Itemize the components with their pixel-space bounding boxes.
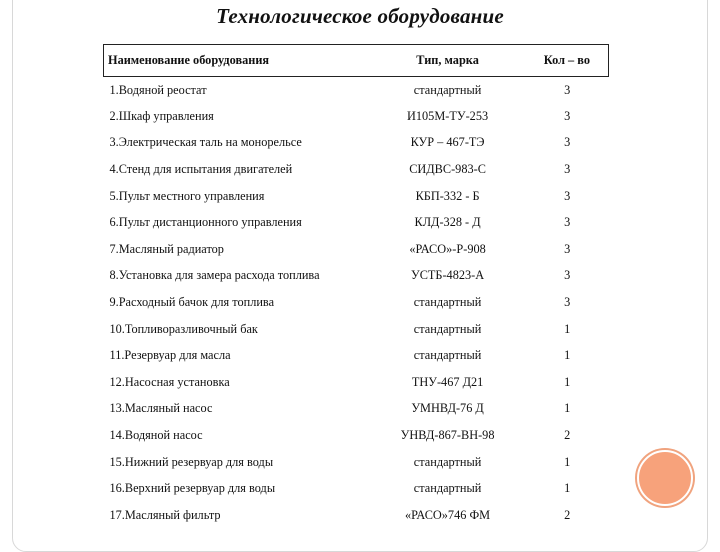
table-row (104, 289, 609, 316)
equipment-name: 2.Шкаф управления (109, 108, 214, 123)
equipment-type: стандартный (413, 481, 482, 496)
header-type: Тип, марка (369, 45, 525, 77)
table-header-row (104, 45, 609, 77)
table-row (104, 369, 609, 396)
equipment-name: 15.Нижний резервуар для воды (109, 454, 274, 469)
equipment-quantity: 3 (564, 268, 571, 283)
equipment-quantity: 1 (564, 321, 571, 336)
table-row (104, 396, 609, 423)
table-row (104, 342, 609, 369)
equipment-quantity: 3 (564, 295, 571, 310)
equipment-type: СИДВС-983-С (409, 162, 486, 177)
equipment-quantity: 3 (564, 108, 571, 123)
equipment-type: КБП-332 - Б (415, 188, 480, 203)
decorative-circle (637, 450, 693, 506)
equipment-type: КЛД-328 - Д (414, 215, 481, 230)
equipment-table (103, 44, 609, 529)
table-row (104, 316, 609, 343)
equipment-type: стандартный (413, 295, 482, 310)
equipment-name: 13.Масляный насос (109, 401, 213, 416)
table-row (104, 502, 609, 529)
equipment-quantity: 2 (564, 428, 571, 443)
equipment-name: 16.Верхний резервуар для воды (109, 481, 276, 496)
equipment-name: 3.Электрическая таль на монорельсе (109, 135, 302, 150)
equipment-name: 14.Водяной насос (109, 428, 203, 443)
table-row (104, 263, 609, 290)
equipment-quantity: 3 (564, 215, 571, 230)
equipment-quantity: 1 (564, 348, 571, 363)
equipment-type: УНВД-867-ВН-98 (400, 428, 495, 443)
equipment-quantity: 1 (564, 454, 571, 469)
header-name: Наименование оборудования (104, 45, 370, 77)
equipment-type: стандартный (413, 321, 482, 336)
table-row (104, 156, 609, 183)
equipment-quantity: 1 (564, 401, 571, 416)
header-quantity: Кол – во (526, 45, 609, 77)
equipment-name: 7.Масляный радиатор (109, 241, 224, 256)
equipment-quantity: 3 (564, 135, 571, 150)
equipment-name: 4.Стенд для испытания двигателей (109, 162, 293, 177)
equipment-quantity: 3 (564, 162, 571, 177)
table-row (104, 103, 609, 130)
equipment-name: 12.Насосная установка (109, 374, 230, 389)
equipment-type: стандартный (413, 454, 482, 469)
table-row (104, 449, 609, 476)
equipment-type: стандартный (413, 82, 482, 97)
equipment-type: КУР – 467-ТЭ (410, 135, 485, 150)
equipment-name: 17.Масляный фильтр (109, 507, 221, 522)
table-row (104, 422, 609, 449)
equipment-type: УМНВД-76 Д (411, 401, 484, 416)
equipment-name: 10.Топливоразливочный бак (109, 321, 258, 336)
equipment-quantity: 2 (564, 507, 571, 522)
equipment-type: «РАСО»-Р-908 (409, 241, 486, 256)
table-row (104, 236, 609, 263)
equipment-type: УСТБ-4823-А (410, 268, 485, 283)
equipment-name: 9.Расходный бачок для топлива (109, 295, 275, 310)
page-title: Технологическое оборудование (216, 4, 504, 28)
equipment-name: 1.Водяной реостат (109, 82, 207, 97)
table-row (104, 475, 609, 502)
equipment-name: 11.Резервуар для масла (109, 348, 231, 363)
equipment-type: стандартный (413, 348, 482, 363)
equipment-name: 6.Пульт дистанционного управления (109, 215, 302, 230)
equipment-quantity: 3 (564, 82, 571, 97)
equipment-type: «РАСО»746 ФМ (405, 507, 491, 522)
table-row (104, 183, 609, 210)
table-row (104, 130, 609, 157)
table-row (104, 77, 609, 104)
equipment-quantity: 1 (564, 374, 571, 389)
equipment-quantity: 1 (564, 481, 571, 496)
table-row (104, 209, 609, 236)
equipment-name: 8.Установка для замера расхода топлива (109, 268, 320, 283)
equipment-name: 5.Пульт местного управления (109, 188, 265, 203)
equipment-type: И105М-ТУ-253 (407, 108, 489, 123)
equipment-quantity: 3 (564, 241, 571, 256)
equipment-type: ТНУ-467 Д21 (411, 374, 484, 389)
equipment-quantity: 3 (564, 188, 571, 203)
